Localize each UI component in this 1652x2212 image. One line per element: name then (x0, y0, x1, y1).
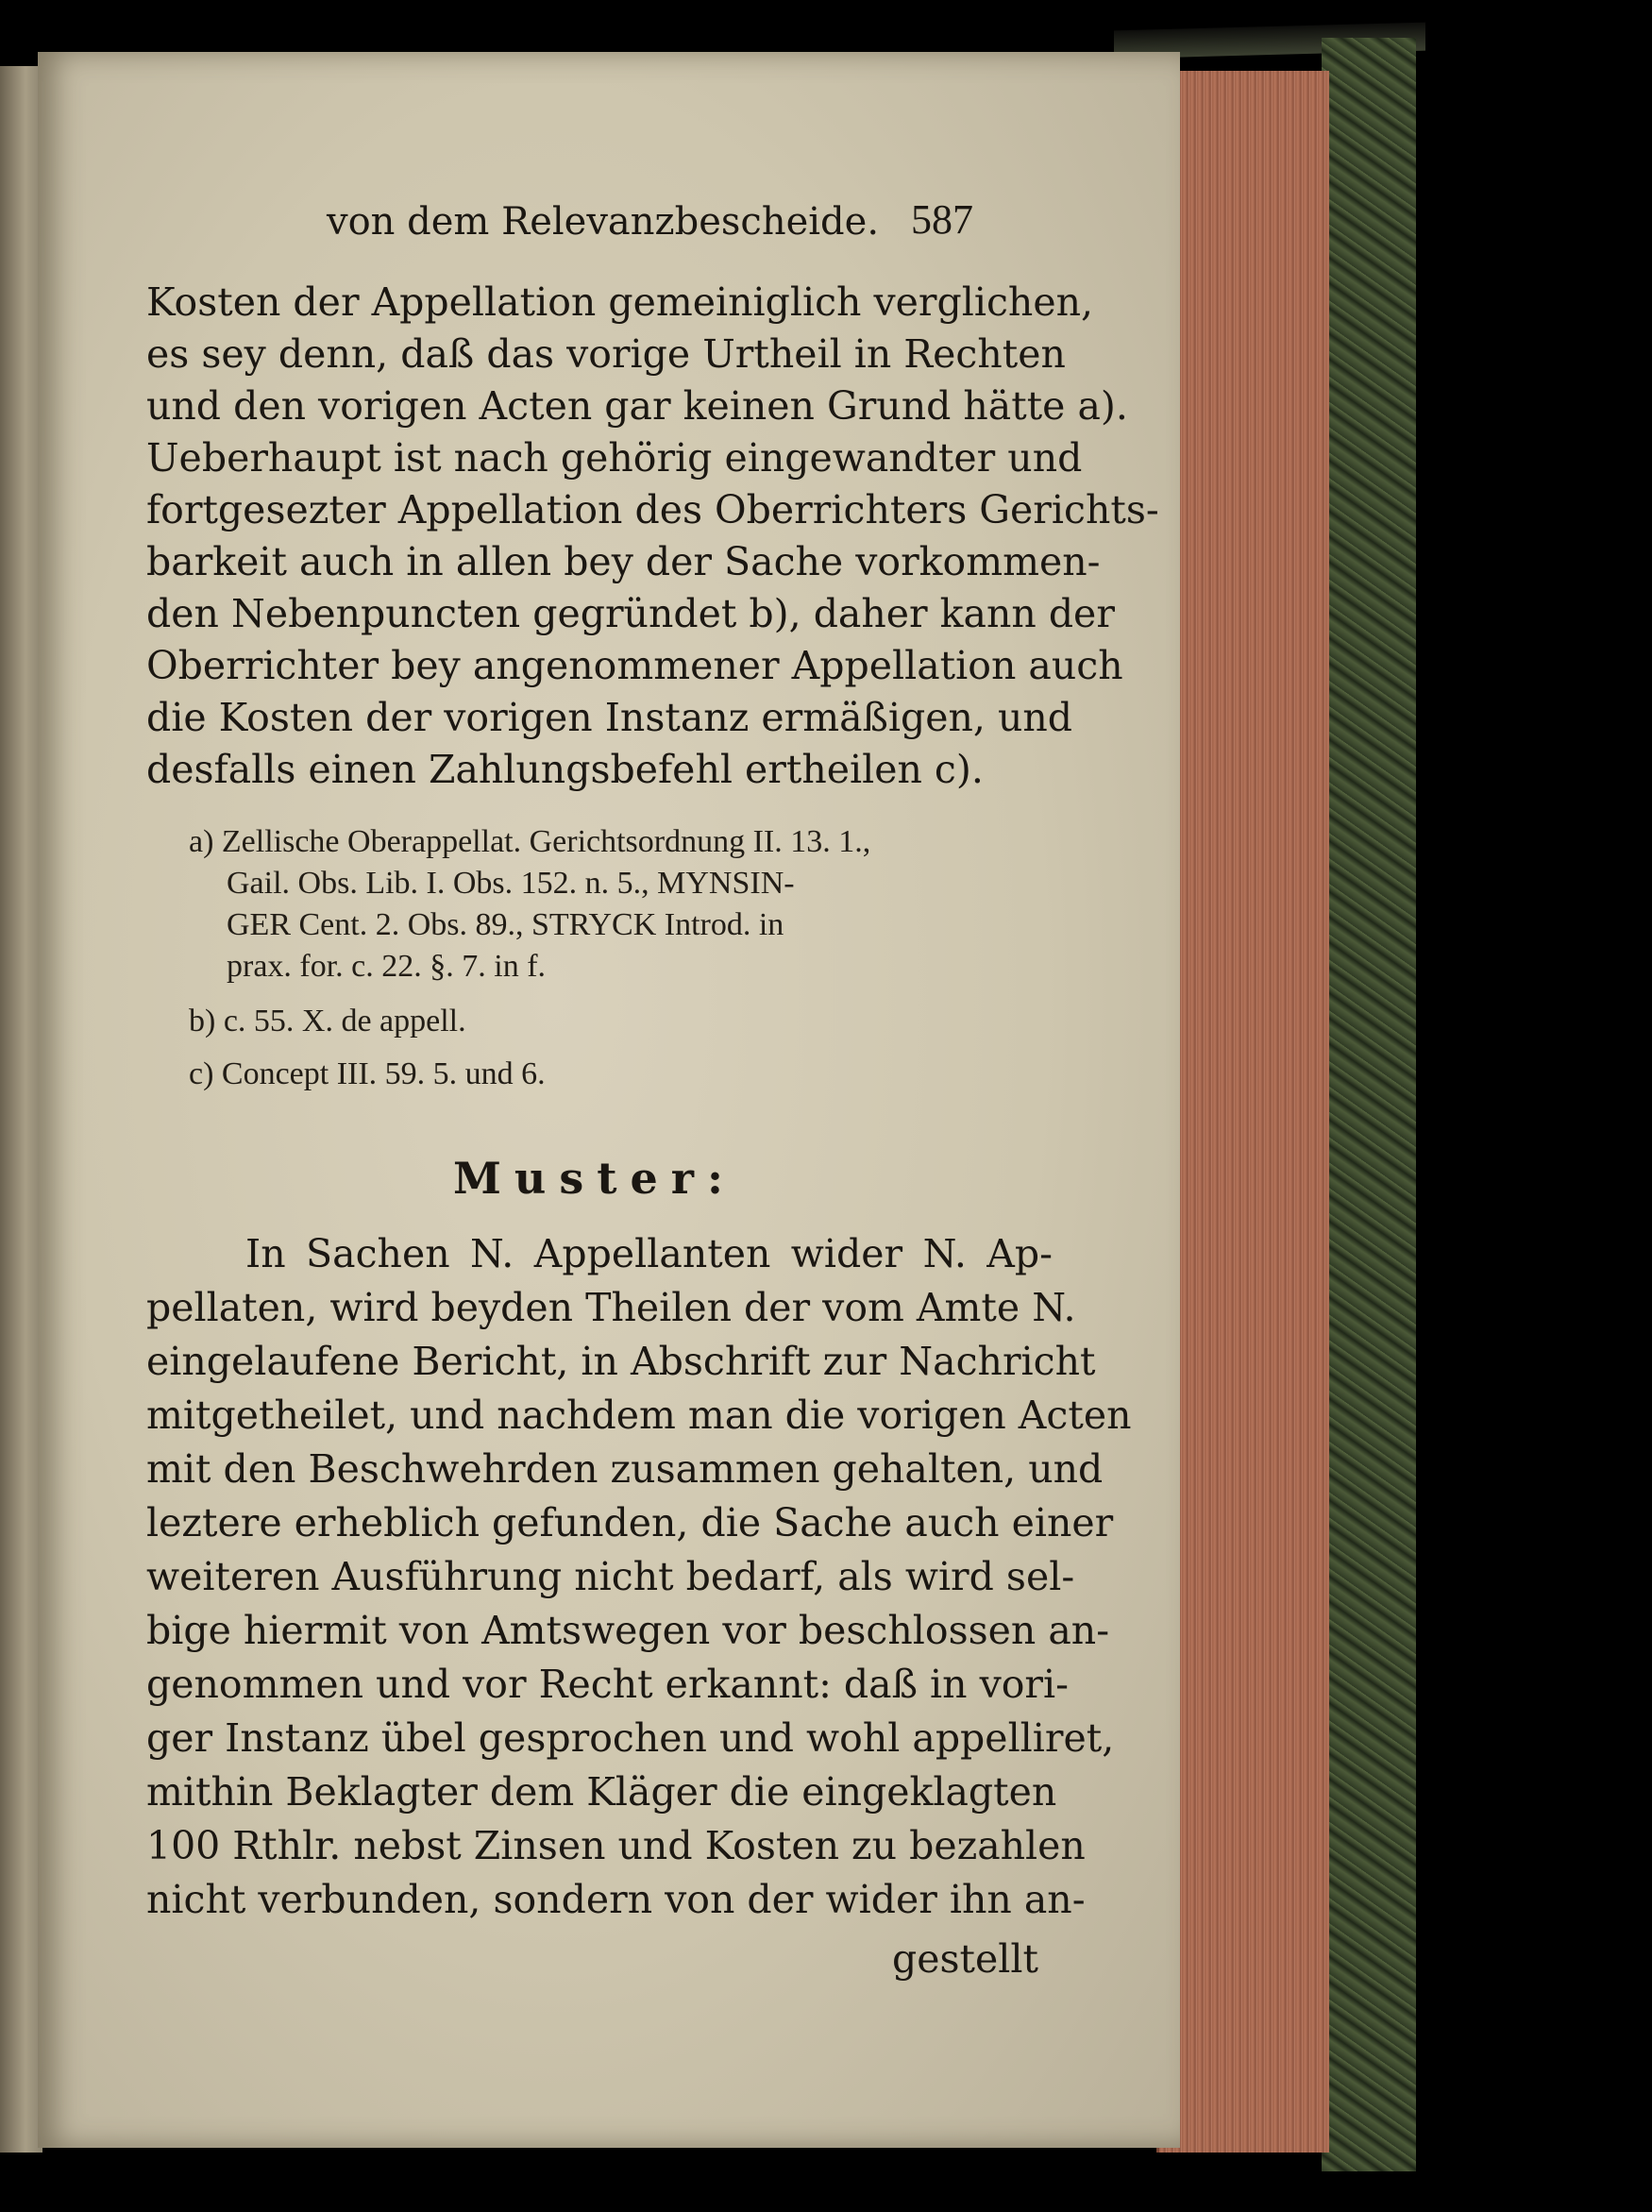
body-line: fortgesezter Appellation des Oberrichters Gerichts- (146, 487, 1159, 532)
body-line: Kosten der Appellation gemeiniglich verglichen, (146, 279, 1094, 325)
body-line: barkeit auch in allen bey der Sache vorkommen- (146, 539, 1101, 584)
running-title: von dem Relevanzbescheide. (327, 200, 880, 244)
body-line: es sey denn, daß das vorige Urtheil in Rechten (146, 331, 1066, 377)
marbled-cover (1322, 38, 1416, 2171)
footnote-a-cont: GER Cent. 2. Obs. 89., STRYCK Introd. in (227, 907, 784, 942)
footnote-a-cont: Gail. Obs. Lib. I. Obs. 152. n. 5., MYNSIN- (227, 866, 795, 901)
previous-page-strip (0, 66, 42, 2153)
footnote-a: a) Zellische Oberappellat. Gerichtsordnung II. 13. 1., (189, 824, 871, 859)
muster-line: mit den Beschwehrden zusammen gehalten, und (146, 1446, 1104, 1492)
catchword: gestellt (892, 1936, 1038, 1982)
page-edges (1156, 71, 1329, 2153)
body-line: desfalls einen Zahlungsbefehl ertheilen c). (146, 747, 984, 792)
section-title: Muster: (453, 1153, 736, 1204)
muster-line: ger Instanz übel gesprochen und wohl appelliret, (146, 1715, 1115, 1761)
muster-line: nicht verbunden, sondern von der wider ihn an- (146, 1877, 1086, 1922)
muster-line: mitgetheilet, und nachdem man die vorigen Acten (146, 1393, 1132, 1438)
page-number: 587 (911, 196, 973, 243)
muster-line: mithin Beklagter dem Kläger die eingeklagten (146, 1769, 1057, 1815)
body-line: den Nebenpuncten gegründet b), daher kann der (146, 591, 1115, 636)
footnote-a-cont: prax. for. c. 22. §. 7. in f. (227, 949, 547, 984)
footnote-c: c) Concept III. 59. 5. und 6. (189, 1056, 546, 1091)
book-page (38, 52, 1180, 2148)
muster-line: bige hiermit von Amtswegen vor beschlossen an- (146, 1608, 1110, 1653)
footnote-b: b) c. 55. X. de appell. (189, 1004, 466, 1038)
muster-line: genommen und vor Recht erkannt: daß in vori- (146, 1662, 1069, 1707)
body-line: die Kosten der vorigen Instanz ermäßigen, und (146, 695, 1073, 740)
muster-line: eingelaufene Bericht, in Abschrift zur Nachricht (146, 1339, 1096, 1384)
body-line: Ueberhaupt ist nach gehörig eingewandter und (146, 435, 1083, 481)
muster-line: pellaten, wird beyden Theilen der vom Amte N. (146, 1285, 1076, 1330)
muster-line: 100 Rthlr. nebst Zinsen und Kosten zu bezahlen (146, 1823, 1086, 1868)
muster-line: In Sachen N. Appellanten wider N. Ap- (245, 1231, 1053, 1276)
muster-line: leztere erheblich gefunden, die Sache auch einer (146, 1500, 1114, 1545)
body-line: und den vorigen Acten gar keinen Grund hätte a). (146, 383, 1128, 429)
muster-line: weiteren Ausführung nicht bedarf, als wird sel- (146, 1554, 1075, 1599)
body-line: Oberrichter bey angenommener Appellation auch (146, 643, 1123, 688)
